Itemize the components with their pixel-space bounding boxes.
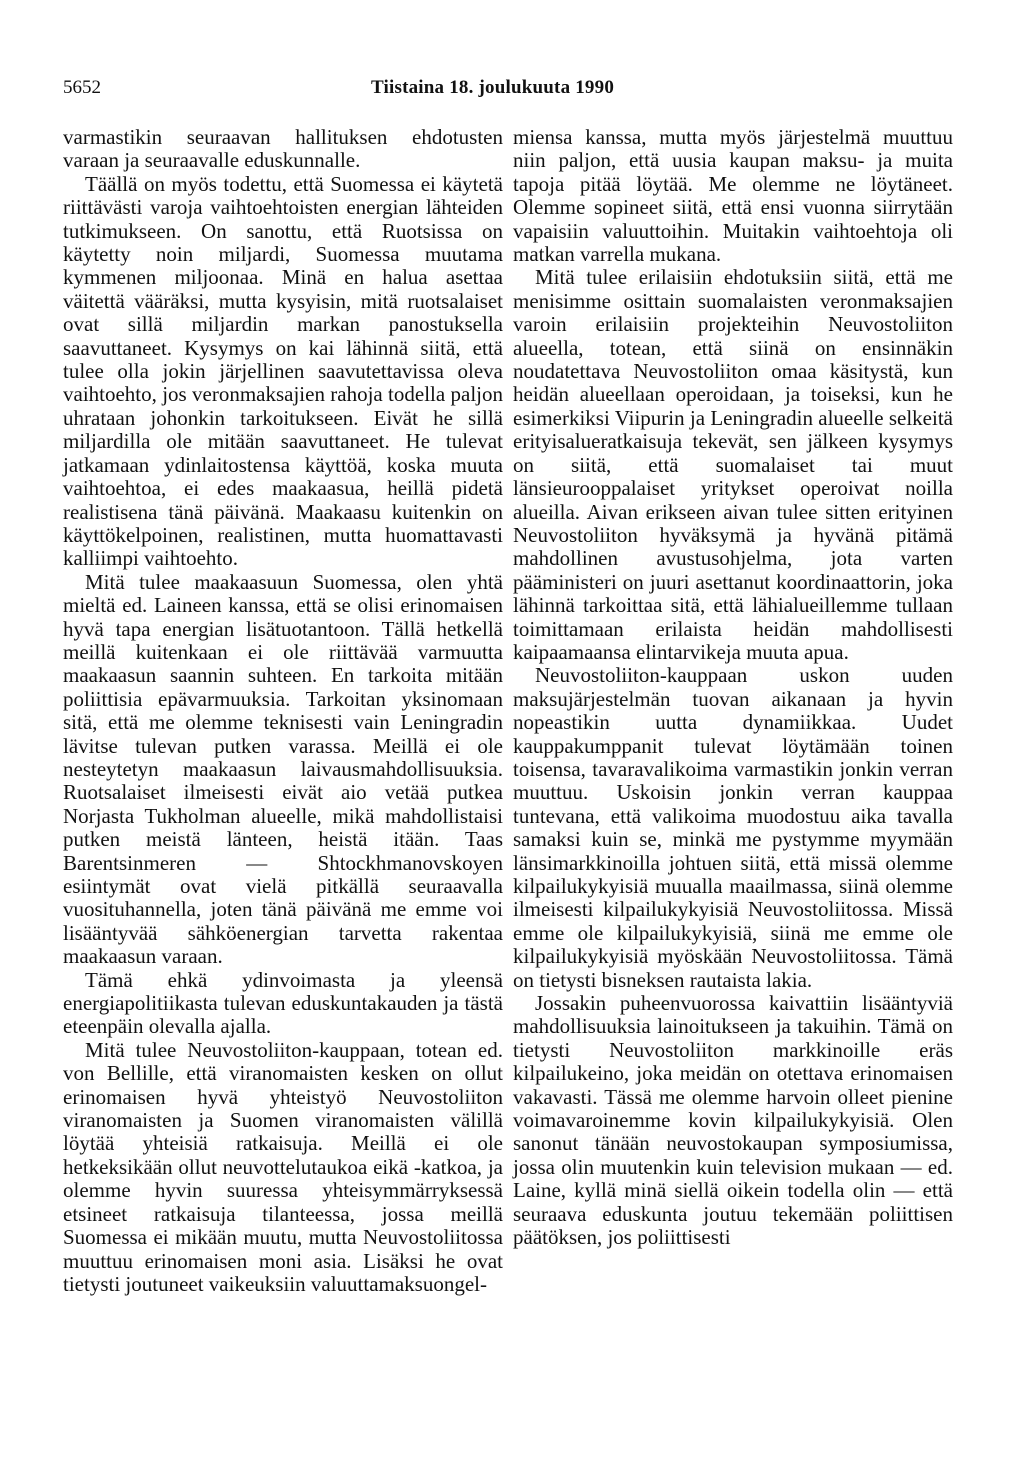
session-date: Tiistaina 18. joulukuuta 1990 bbox=[371, 77, 615, 98]
paragraph: Neuvostoliiton-kauppaan uskon uuden maksujärjestelmän tuovan aikanaan ja hyvin nopeastikin uutta dynamiikkaa. Uudet kauppakumppanit tulevat löytämään toinen toisensa, tavaravalikoima varmastikin jonkin verran muuttuu. Uskoisin jonkin verran kauppaa tuntevana, että valikoima muodostuu aika tavalla samaksi kuin se, minkä me pystymme myymään länsimarkkinoilla johtuen siitä, että missä olemme kilpailukykyisiä muualla maailmassa, siinä olemme ilmeisesti kilpailukykyisiä Neuvostoliitossa. Missä emme ole kilpailukykyisiä, siinä me emme ole kilpailukykyisiä myöskään Neuvostoliitossa. Tämä on tietysti bisneksen rautaista lakia. bbox=[513, 663, 953, 992]
left-column bbox=[63, 126, 503, 1296]
paragraph: varmastikin seuraavan hallituksen ehdotusten varaan ja seuraavalle eduskunnalle. bbox=[63, 125, 503, 173]
paragraph: miensa kanssa, mutta myös järjestelmä muuttuu niin paljon, että uusia kaupan maksu- ja muita tapoja pitää löytää. Me olemme ne löytäneet. Olemme sopineet siitä, että ensi vuonna siirrytään vapaisiin valuuttoihin. Muitakin vaihtoehtoja oli matkan varrella mukana. bbox=[513, 125, 953, 267]
page-header bbox=[63, 77, 963, 101]
paragraph: Mitä tulee erilaisiin ehdotuksiin siitä, että me menisimme osittain suomalaisten veronmaksajien varoin erilaisiin projekteihin Neuvostoliiton alueella, totean, että siinä on ensinnäkin noudatettava Neuvostoliiton omaa käsitystä, kun heidän alueellaan operoidaan, ja toiseksi, kun he esimerkiksi Viipurin ja Leningradin alueelle selkeitä erityisalueratkaisuja tekevät, sen jälkeen kysymys on siitä, että suomalaiset tai muut länsieurooppalaiset yritykset operoivat noilla alueilla. Aivan erikseen aivan tulee sitten erityinen Neuvostoliiton hyväksymä ja hyvänä pitämä mahdollinen avustusohjelma, jota varten pääministeri on juuri asettanut koordinaattorin, joka lähinnä tarkoittaa sitä, että lähialueillemme tullaan toimittamaan erilaista heidän mahdollisesti kaipaamaansa elintarvikeja muuta apua. bbox=[513, 265, 953, 664]
right-column bbox=[513, 126, 953, 1250]
page-number: 5652 bbox=[63, 77, 101, 98]
paragraph: Tämä ehkä ydinvoimasta ja yleensä energiapolitiikasta tulevan eduskuntakauden ja tästä eteenpäin olevalla ajalla. bbox=[63, 967, 503, 1039]
paragraph: Mitä tulee Neuvostoliiton-kauppaan, totean ed. von Bellille, että viranomaisten kesken on ollut erinomaisen hyvä yhteistyö Neuvostoliiton viranomaisten ja Suomen viranomaisten välillä löytää yhteisiä ratkaisuja. Meillä ei ole hetkeksikään ollut neuvottelutaukoa eikä -katkoa, ja olemme hyvin suuressa yhteisymmärryksessä etsineet ratkaisuja tilanteessa, jossa meillä Suomessa ei mikään muutu, mutta Neuvostoliitossa muuttuu erinomaisen moni asia. Lisäksi he ovat tietysti joutuneet vaikeuksiin valuuttamaksuongel- bbox=[63, 1037, 503, 1296]
paragraph: Täällä on myös todettu, että Suomessa ei käytetä riittävästi varoja vaihtoehtoisten energian lähteiden tutkimukseen. On sanottu, että Ruotsissa on käytetty noin miljardi, Suomessa muutama kymmenen miljoonaa. Minä en halua asettaa väitettä vääräksi, mutta kysyisin, mitä ruotsalaiset ovat sillä miljardin markan panostuksella saavuttaneet. Kysymys on kai lähinnä siitä, että tulee olla jokin järjellinen saavutettavissa oleva vaihtoehto, jos veronmaksajien rahoja todella paljon uhrataan johonkin tarkoitukseen. Eivät he sillä miljardilla ole mitään saavuttaneet. He tulevat jatkamaan ydinlaitostensa käyttöä, koska muuta vaihtoehtoa, ei edes maakaasua, heillä pidetä realistisena tänä päivänä. Maakaasu kuitenkin on käyttökelpoinen, realistinen, mutta huomattavasti kalliimpi vaihtoehto. bbox=[63, 171, 503, 571]
paragraph: Mitä tulee maakaasuun Suomessa, olen yhtä mieltä ed. Laineen kanssa, että se olisi erinomaisen hyvä tapa energian lisätuotantoon. Tällä hetkellä meillä kuitenkaan ei ole riittävää varmuutta maakaasun saannin suhteen. En tarkoita mitään poliittisia epävarmuuksia. Tarkoitan yksinomaan sitä, että me olemme teknisesti vain Leningradin lävitse tulevan putken varassa. Meillä ei ole nesteytetyn maakaasun laivausmahdollisuuksia. Ruotsalaiset ilmeisesti eivät aio vetää putkea Norjasta Tukholman alueelle, mikä mahdollistaisi putken meistä länteen, heistä itään. Taas Barentsinmeren — Shtockhmanovskoyen esiintymät ovat vielä pitkällä seuraavalla vuosituhannella, joten tänä päivänä me emme voi lisääntyvää sähköenergian tarvetta rakentaa maakaasun varaan. bbox=[63, 569, 503, 969]
paragraph: Jossakin puheenvuorossa kaivattiin lisääntyviä mahdollisuuksia lainoitukseen ja takuihin. Tämä on tietysti Neuvostoliiton markkinoille eräs kilpailukeino, joka meidän on otettava erinomaisen vakavasti. Tässä me olemme harvoin olleet pienine voimavaroinemme kovin kilpailukykyisiä. Olen sanonut tänään neuvostokaupan symposiumissa, jossa olin muutenkin kuin television mukaan — ed. Laine, kyllä minä siellä oikein todella olin — että seuraava eduskunta joutuu tekemään poliittisen päätöksen, jos poliittisesti bbox=[513, 991, 953, 1250]
